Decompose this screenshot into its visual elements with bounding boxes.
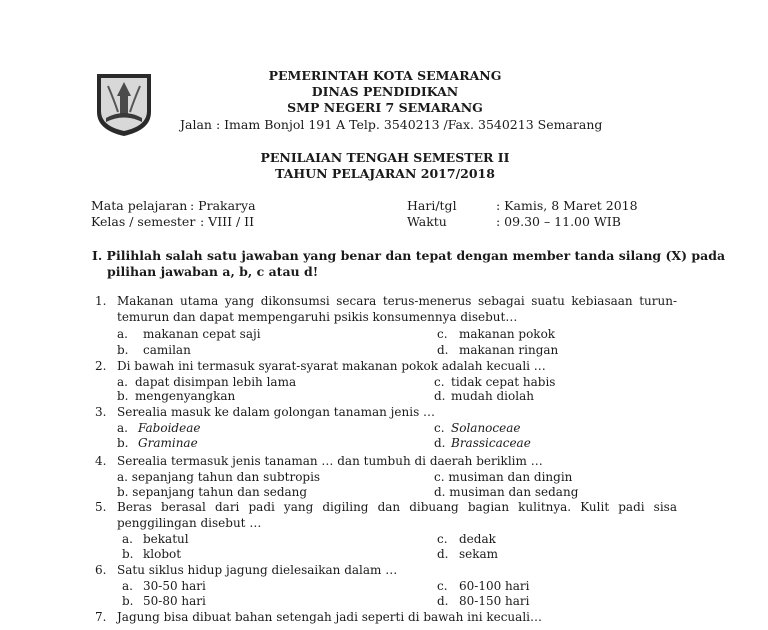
class-value: : VIII / II — [200, 214, 255, 229]
question-text: Serealia masuk ke dalam golongan tanaman jenis … — [117, 405, 436, 419]
question-text-cont: penggilingan disebut … — [117, 516, 262, 530]
option-c: tidak cepat habis — [451, 375, 556, 389]
option-b: Graminae — [138, 436, 198, 450]
option-letter: b. — [117, 389, 129, 403]
option-c: Solanoceae — [451, 421, 521, 435]
option-c: makanan pokok — [459, 327, 556, 341]
option-letter: c. — [437, 579, 448, 593]
option-letter: a. — [117, 375, 128, 389]
question-number: 6. — [95, 563, 107, 577]
option-letter: c. — [437, 327, 448, 341]
question-number: 1. — [95, 294, 107, 308]
option-letter: a. — [122, 579, 133, 593]
time-value: : 09.30 – 11.00 WIB — [496, 214, 621, 229]
option-letter: b. — [122, 547, 134, 561]
option-letter: d. — [434, 436, 446, 450]
subject-value: : Prakarya — [190, 198, 256, 213]
option-letter: b. — [117, 343, 129, 357]
option-letter: d. — [437, 343, 449, 357]
time-label: Waktu — [407, 214, 447, 229]
question-text: Makanan utama yang dikonsumsi secara terus-menerus sebagai suatu kebiasaan turun- — [117, 294, 677, 308]
question-text: Satu siklus hidup jagung dielesaikan dalam … — [117, 563, 398, 577]
day-value: : Kamis, 8 Maret 2018 — [496, 198, 638, 213]
option-b: camilan — [143, 343, 191, 357]
header-school: SMP NEGERI 7 SEMARANG — [287, 100, 483, 115]
option-a: makanan cepat saji — [143, 327, 261, 341]
question-text: Beras berasal dari padi yang digiling dan dibuang bagian kulitnya. Kulit padi sisa — [117, 500, 677, 514]
option-a: 30-50 hari — [143, 579, 206, 593]
header-government: PEMERINTAH KOTA SEMARANG — [268, 68, 502, 83]
question-text-cont: temurun dan dapat mempengaruhi psikis konsumennya disebut… — [117, 310, 518, 324]
section-instruction-cont: pilihan jawaban a, b, c atau d! — [107, 264, 319, 279]
option-d: 80-150 hari — [459, 594, 530, 608]
option-letter: a. — [117, 327, 128, 341]
option-letter: c. — [437, 532, 448, 546]
question-number: 2. — [95, 359, 107, 373]
question-text: Di bawah ini termasuk syarat-syarat makanan pokok adalah kecuali … — [117, 359, 546, 373]
question-text: Serealia termasuk jenis tanaman … dan tumbuh di daerah beriklim … — [117, 454, 543, 468]
exam-year: TAHUN PELAJARAN 2017/2018 — [275, 166, 495, 181]
subject-label: Mata pelajaran — [91, 198, 188, 213]
question-number: 3. — [95, 405, 107, 419]
city-emblem-icon — [94, 72, 154, 138]
option-d: d. musiman dan sedang — [434, 485, 579, 499]
option-letter: d. — [434, 389, 446, 403]
header-address: Jalan : Imam Bonjol 191 A Telp. 3540213 /Fax. 3540213 Semarang — [180, 117, 603, 132]
question-text: Jagung bisa dibuat bahan setengah jadi seperti di bawah ini kecuali… — [117, 610, 542, 624]
exam-title: PENILAIAN TENGAH SEMESTER II — [260, 150, 510, 165]
option-c: c. musiman dan dingin — [434, 470, 573, 484]
day-label: Hari/tgl — [407, 198, 457, 213]
option-letter: c. — [434, 375, 445, 389]
option-b: klobot — [143, 547, 182, 561]
option-b: b. sepanjang tahun dan sedang — [117, 485, 308, 499]
option-letter: b. — [122, 594, 134, 608]
option-d: Brassicaceae — [451, 436, 531, 450]
option-d: sekam — [459, 547, 499, 561]
option-letter: a. — [122, 532, 133, 546]
option-a: dapat disimpan lebih lama — [135, 375, 297, 389]
option-letter: c. — [434, 421, 445, 435]
option-d: makanan ringan — [459, 343, 559, 357]
section-instruction: I. Pilihlah salah satu jawaban yang benar dan tepat dengan member tanda silang (X) pada — [92, 248, 726, 263]
option-c: dedak — [459, 532, 496, 546]
option-letter: a. — [117, 421, 128, 435]
option-c: 60-100 hari — [459, 579, 530, 593]
header-agency: DINAS PENDIDIKAN — [311, 84, 459, 99]
question-number: 5. — [95, 500, 107, 514]
option-b: mengenyangkan — [135, 389, 236, 403]
option-a: Faboideae — [138, 421, 201, 435]
option-letter: b. — [117, 436, 129, 450]
question-number: 7. — [95, 610, 107, 624]
option-a: bekatul — [143, 532, 189, 546]
option-letter: d. — [437, 594, 449, 608]
option-d: mudah diolah — [451, 389, 534, 403]
option-b: 50-80 hari — [143, 594, 206, 608]
option-letter: d. — [437, 547, 449, 561]
option-a: a. sepanjang tahun dan subtropis — [117, 470, 321, 484]
question-number: 4. — [95, 454, 107, 468]
class-label: Kelas / semester — [91, 214, 196, 229]
